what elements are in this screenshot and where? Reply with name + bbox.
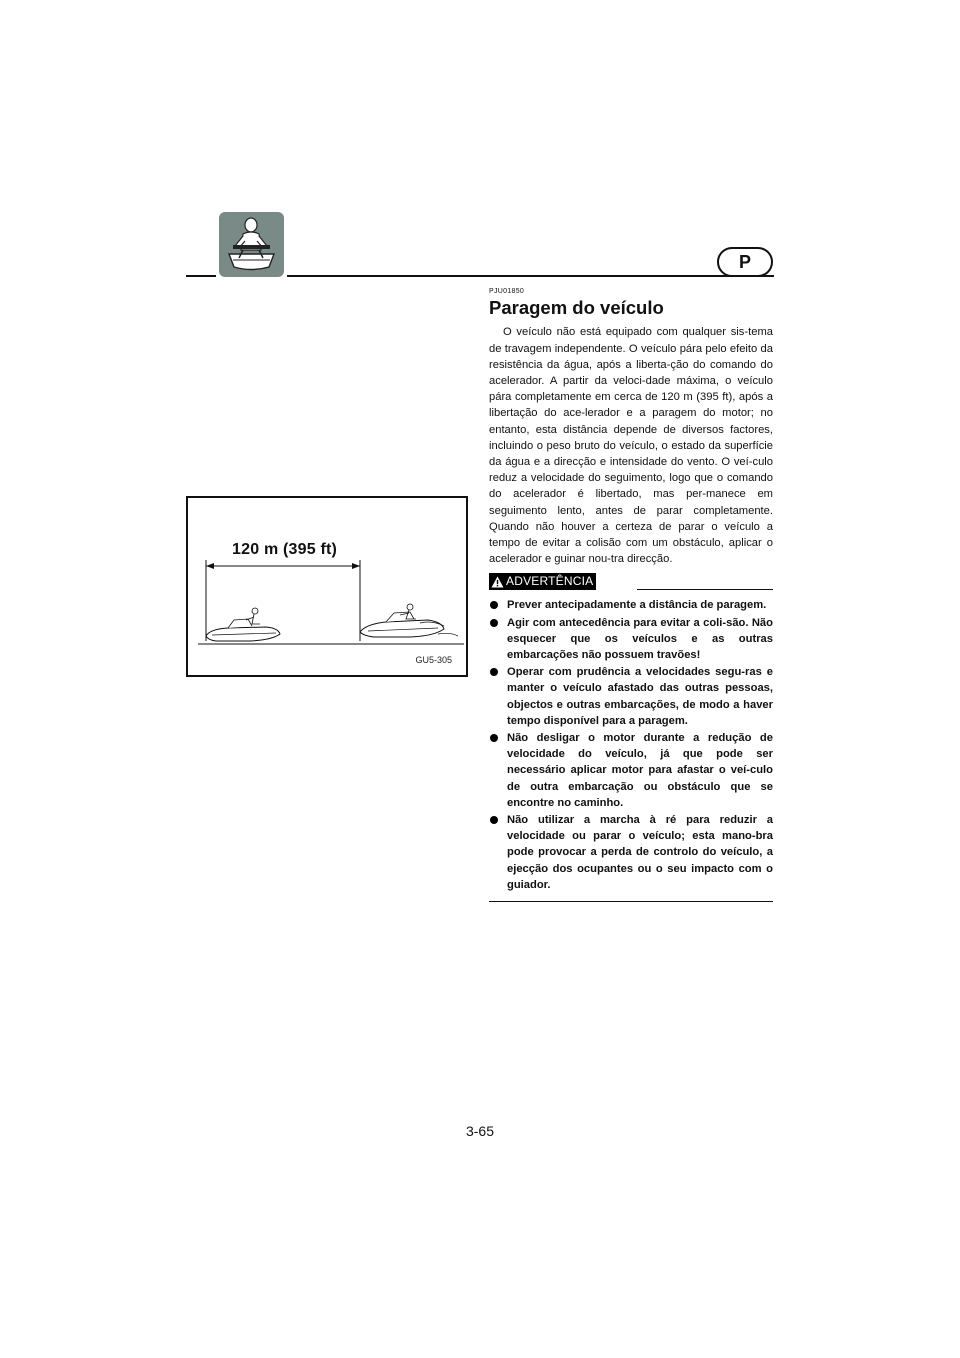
jet-ski-rider-icon: [219, 212, 284, 277]
header-rule: [186, 275, 216, 277]
distance-label: 120 m (395 ft): [232, 541, 338, 558]
watercraft-stopped: [206, 608, 280, 641]
figure-code: GU5-305: [415, 655, 452, 665]
warning-item-text: Operar com prudência a velocidades segu-ras e manter o veículo afastado das outras pessoas, objectos e outras embarcações, de modo a haver tempo disponível para a paragem.: [507, 666, 773, 727]
warning-badge: [489, 573, 596, 590]
bullet-icon: [490, 668, 498, 676]
warning-item-text: Não utilizar a marcha à ré para reduzir a velocidade ou parar o veículo; esta mano-bra pode provocar a perda de controlo do veículo, a ejecção dos ocupantes ou o seu impacto com o guiador.: [507, 814, 773, 891]
watercraft-moving: [360, 604, 458, 637]
warning-item-text: Agir com antecedência para evitar a coli-são. Não esquecer que os veículos e as outras embarcações não possuem travões!: [507, 616, 773, 661]
section-title: Paragem do veículo: [489, 297, 664, 318]
warning-item: [489, 812, 773, 893]
bullet-icon: [490, 619, 498, 627]
warning-item-text: Não desligar o motor durante a redução de velocidade do veículo, já que pode ser necessário aplicar motor para afastar o veí-culo de outra embarcação ou obstáculo que se encontre no caminho.: [507, 732, 773, 809]
header-rule: [287, 275, 774, 277]
bullet-icon: [490, 816, 498, 824]
language-badge: P: [717, 247, 773, 277]
reference-code: PJU01850: [489, 288, 525, 295]
warning-end-rule: [489, 901, 773, 902]
stopping-distance-figure: [186, 496, 468, 677]
warning-label: ADVERTÊNCIA: [506, 574, 594, 589]
bullet-icon: [490, 601, 498, 609]
warning-rule: [637, 589, 773, 590]
warning-item: [489, 597, 773, 613]
warning-item: [489, 664, 773, 729]
section-content: [489, 288, 773, 902]
warning-item-text: Prever antecipadamente a distância de paragem.: [507, 599, 767, 612]
bullet-icon: [490, 734, 498, 742]
warning-triangle-icon: [491, 576, 504, 588]
warning-header: [489, 573, 773, 593]
page-number: 3-65: [465, 1123, 495, 1139]
body-paragraph: O veículo não está equipado com qualquer sis-tema de travagem independente. O veículo pára pelo efeito da resistência da água, após a liberta-ção do comando do acelerador. A partir da veloci-dade máxima, o veículo pára completamente em cerca de 120 m (395 ft), após a libertação do ace-lerador e a paragem do motor; no entanto, esta distância depende de diversos factores, incluindo o peso bruto do veículo, o estado da superfície da água e a direcção e intensidade do vento. O veí-culo reduz a velocidade do seguimento, logo que o comando do acelerador é libertado, mas per-manece em seguimento lento, antes de parar completamente. Quando não houver a certeza de parar o veículo a tempo de evitar a colisão com um obstáculo, aplicar o acelerador e guinar nou-tra direcção.: [489, 326, 773, 566]
warning-item: [489, 730, 773, 811]
warning-list: [489, 597, 773, 893]
stopping-distance-illustration: [188, 498, 468, 677]
warning-item: [489, 615, 773, 664]
